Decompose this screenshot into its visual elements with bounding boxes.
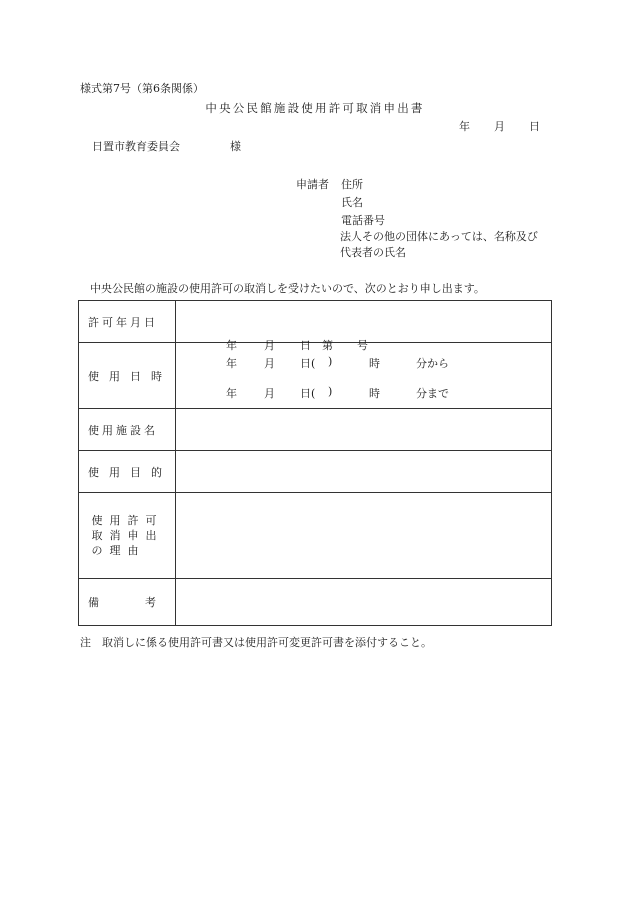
application-table bbox=[78, 300, 552, 626]
intro-statement: 中央公民館の施設の使用許可の取消しを受けたいので、次のとおり申し出ます。 bbox=[90, 282, 485, 295]
applicant-label: 申請者 bbox=[296, 178, 329, 191]
purpose-field[interactable] bbox=[176, 451, 552, 493]
remarks-label bbox=[79, 579, 176, 626]
date-year: 年 bbox=[459, 120, 470, 133]
from-day: 日( bbox=[300, 357, 316, 370]
row-facility bbox=[79, 409, 552, 451]
from-hour: 時 bbox=[369, 357, 380, 370]
purpose-label: 使用目的 bbox=[79, 451, 176, 493]
applicant-corporate-note: 法人その他の団体にあっては、名称及び bbox=[340, 230, 538, 243]
to-weekday-close: ) bbox=[328, 385, 333, 398]
permit-number-suffix: 号 bbox=[357, 338, 368, 352]
applicant-address-label: 住所 bbox=[341, 178, 363, 191]
permit-date-label: 許可年月日 bbox=[79, 301, 176, 343]
remarks-char-2: 考 bbox=[145, 596, 156, 609]
reason-label: 使 用 許 可 取 消 申 出 の 理 由 bbox=[79, 493, 176, 579]
remarks-char-1: 備 bbox=[88, 596, 99, 609]
document-title: 中央公民館施設使用許可取消申出書 bbox=[205, 101, 425, 115]
applicant-corporate-note-cont: 代表者の氏名 bbox=[340, 246, 406, 259]
from-weekday-close: ) bbox=[328, 355, 333, 368]
facility-field[interactable] bbox=[176, 409, 552, 451]
use-datetime-label: 使用日時 bbox=[79, 343, 176, 409]
from-minute: 分から bbox=[416, 357, 449, 370]
permit-year: 年 bbox=[226, 338, 237, 352]
honorific: 様 bbox=[230, 140, 241, 153]
applicant-phone-label: 電話番号 bbox=[341, 214, 385, 227]
row-permit-date bbox=[79, 301, 552, 343]
to-minute: 分まで bbox=[416, 387, 449, 400]
to-year: 年 bbox=[226, 387, 237, 400]
remarks-field[interactable] bbox=[176, 579, 552, 626]
permit-month: 月 bbox=[264, 338, 275, 352]
date-month: 月 bbox=[494, 120, 505, 133]
to-month: 月 bbox=[264, 387, 275, 400]
row-purpose bbox=[79, 451, 552, 493]
permit-number-prefix: 第 bbox=[322, 338, 333, 352]
from-year: 年 bbox=[226, 357, 237, 370]
permit-date-field[interactable] bbox=[176, 301, 552, 352]
facility-label: 使用施設名 bbox=[79, 409, 176, 451]
applicant-name-label: 氏名 bbox=[341, 196, 363, 209]
date-day: 日 bbox=[529, 120, 540, 133]
addressee: 日置市教育委員会 bbox=[92, 140, 180, 153]
submission-date bbox=[459, 118, 540, 134]
row-remarks bbox=[79, 579, 552, 626]
to-day: 日( bbox=[300, 387, 316, 400]
reason-field[interactable] bbox=[176, 493, 552, 579]
permit-day: 日 bbox=[300, 338, 311, 352]
use-datetime-field[interactable] bbox=[176, 343, 552, 409]
from-month: 月 bbox=[264, 357, 275, 370]
row-use-datetime bbox=[79, 343, 552, 409]
to-hour: 時 bbox=[369, 387, 380, 400]
footnote: 注 取消しに係る使用許可書又は使用許可変更許可書を添付すること。 bbox=[80, 636, 432, 649]
row-reason bbox=[79, 493, 552, 579]
form-number: 様式第7号（第6条関係） bbox=[80, 82, 204, 95]
